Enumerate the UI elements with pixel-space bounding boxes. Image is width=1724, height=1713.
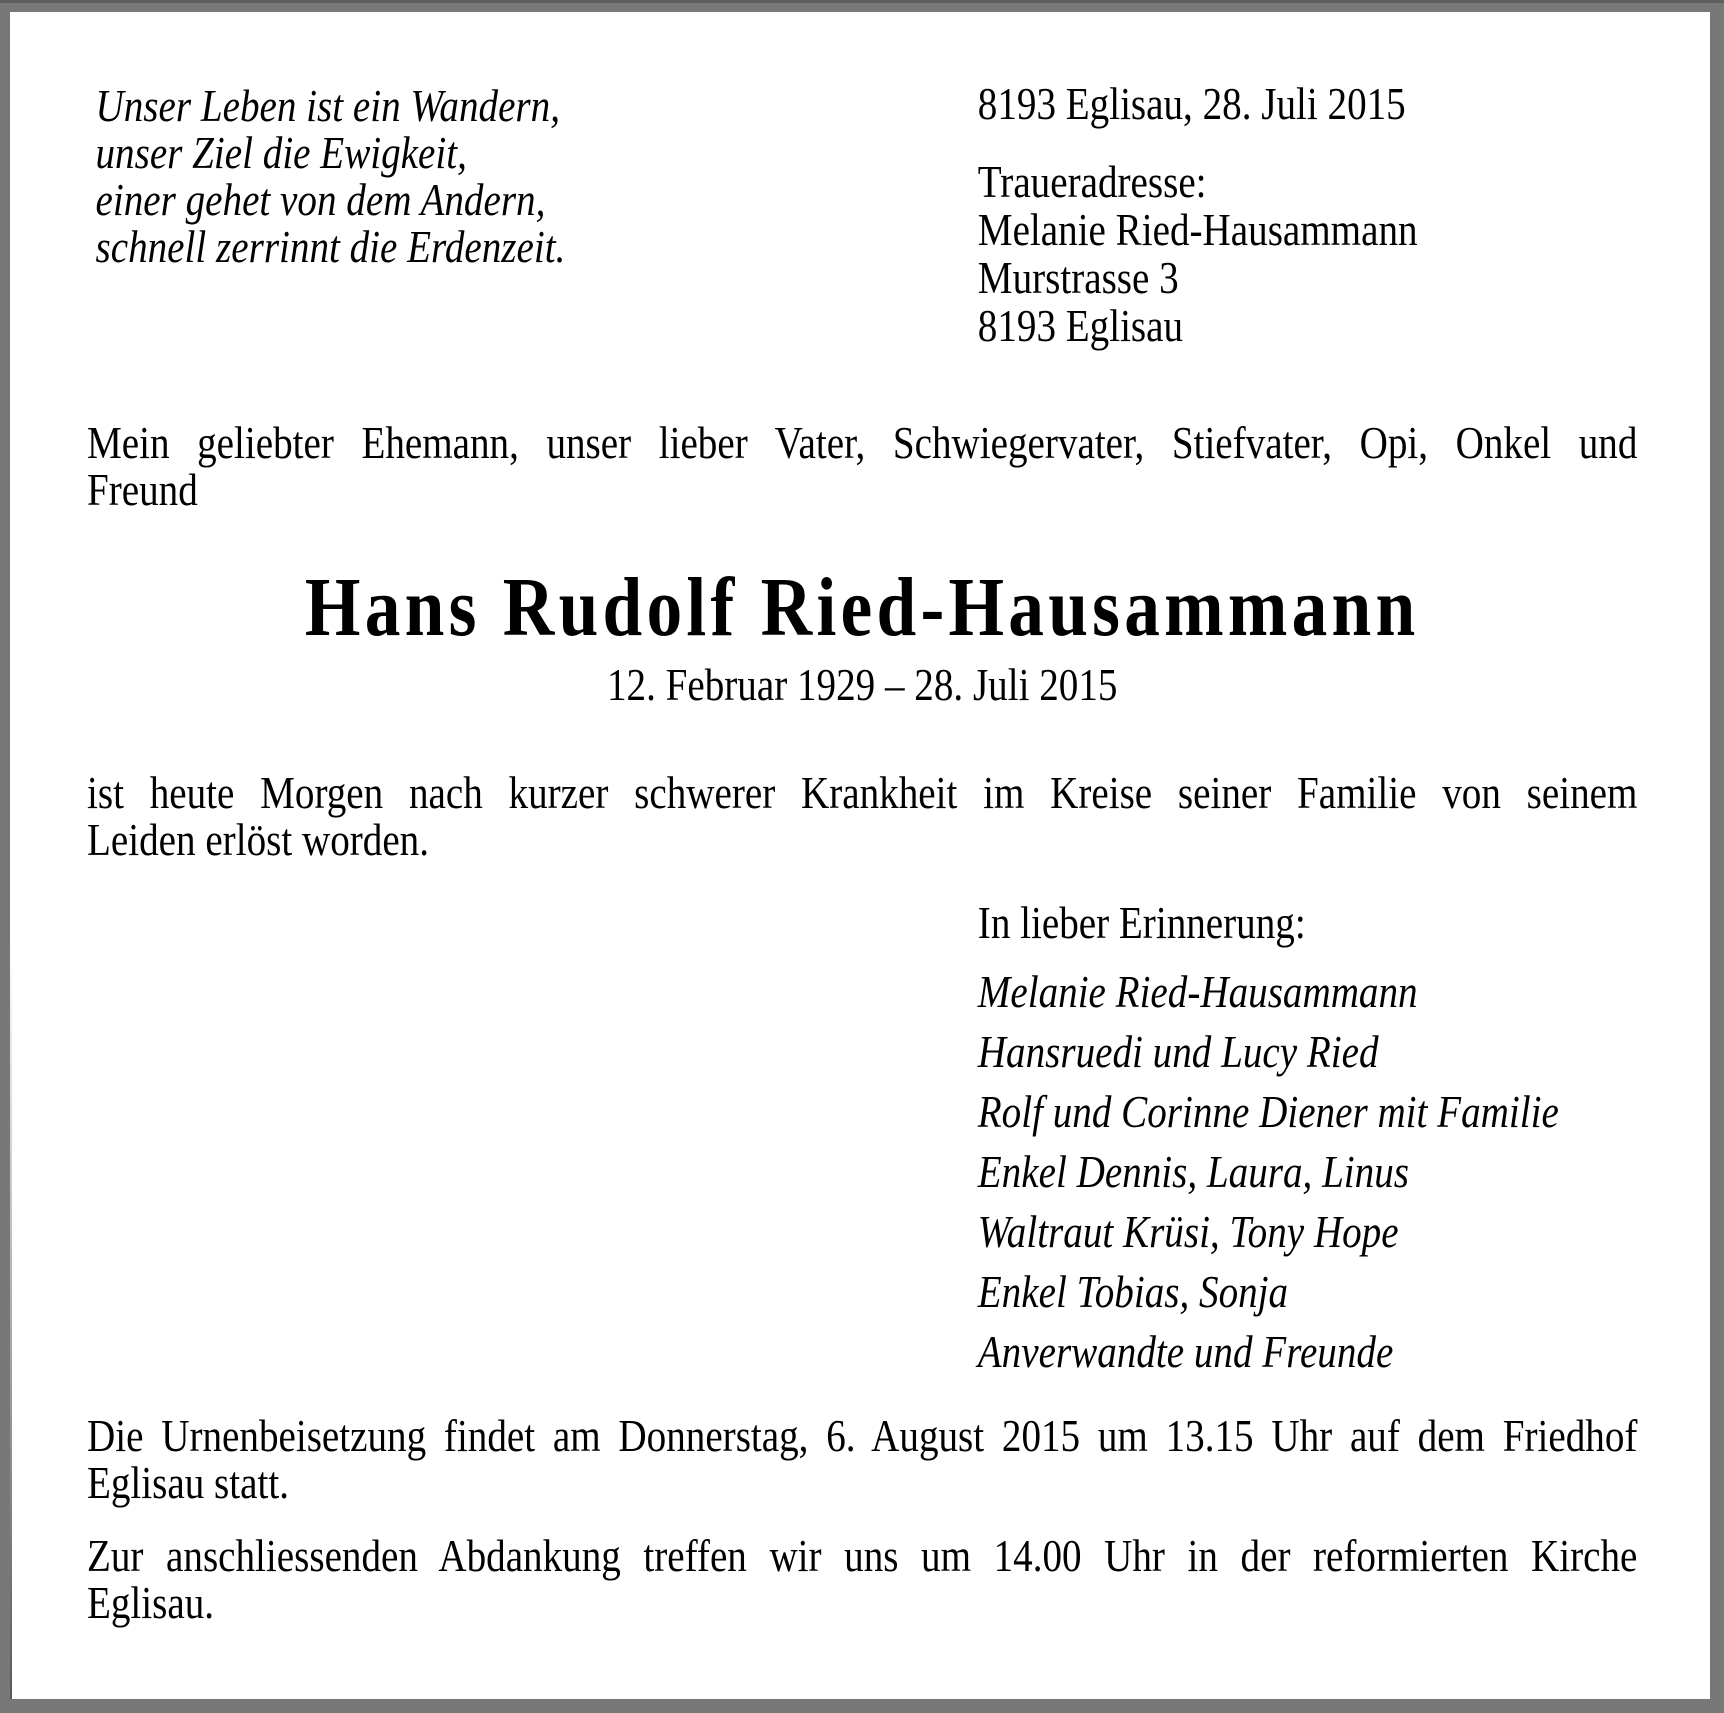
poem-block	[96, 82, 566, 270]
announcement-line: Leiden erlöst worden.	[87, 814, 430, 865]
burial-line: Eglisau statt.	[87, 1457, 289, 1508]
announcement-line: ist heute Morgen nach kurzer schwerer Krankheit im Kreise seiner Familie von seinem	[87, 767, 1638, 818]
burial-paragraph	[87, 1412, 1637, 1506]
mourning-address-label: Traueradresse:	[977, 156, 1207, 207]
poem-line: unser Ziel die Ewigkeit,	[95, 127, 467, 178]
mourning-address-line: 8193 Eglisau	[977, 300, 1184, 351]
remembrance-name: Waltraut Krüsi, Tony Hope	[977, 1206, 1399, 1257]
intro-paragraph	[87, 419, 1637, 513]
intro-line: Mein geliebter Ehemann, unser lieber Vater, Schwiegervater, Stiefvater, Opi, Onkel und	[87, 417, 1638, 468]
remembrance-name: Melanie Ried-Hausammann	[977, 966, 1418, 1017]
mourning-address-block	[978, 80, 1418, 350]
obituary-page	[10, 12, 1710, 1699]
remembrance-heading: In lieber Erinnerung:	[977, 897, 1306, 948]
remembrance-name: Rolf und Corinne Diener mit Familie	[977, 1086, 1559, 1137]
announcement-paragraph	[87, 769, 1637, 863]
remembrance-name: Hansruedi und Lucy Ried	[977, 1026, 1379, 1077]
remembrance-name: Enkel Tobias, Sonja	[977, 1266, 1289, 1317]
service-paragraph	[87, 1532, 1637, 1626]
burial-line: Die Urnenbeisetzung findet am Donnerstag, 6. August 2015 um 13.15 Uhr auf dem Friedhof	[87, 1410, 1638, 1461]
intro-line: Freund	[87, 464, 198, 515]
dateline: 8193 Eglisau, 28. Juli 2015	[977, 78, 1406, 129]
page-content	[87, 12, 1637, 1699]
poem-line: schnell zerrinnt die Erdenzeit.	[95, 221, 566, 272]
deceased-name-heading: Hans Rudolf Ried-Hausammann	[304, 561, 1420, 654]
remembrance-list	[978, 962, 1559, 1382]
poem-line: Unser Leben ist ein Wandern,	[95, 80, 560, 131]
remembrance-name: Anverwandte und Freunde	[977, 1326, 1394, 1377]
mourning-address-line: Melanie Ried-Hausammann	[977, 204, 1418, 255]
remembrance-name: Enkel Dennis, Laura, Linus	[977, 1146, 1409, 1197]
mourning-address-line: Murstrasse 3	[977, 252, 1179, 303]
poem-line: einer gehet von dem Andern,	[95, 174, 546, 225]
service-line: Zur anschliessenden Abdankung treffen wir uns um 14.00 Uhr in der reformierten Kirche	[87, 1530, 1638, 1581]
life-dates: 12. Februar 1929 – 28. Juli 2015	[606, 659, 1118, 710]
service-line: Eglisau.	[87, 1577, 215, 1628]
